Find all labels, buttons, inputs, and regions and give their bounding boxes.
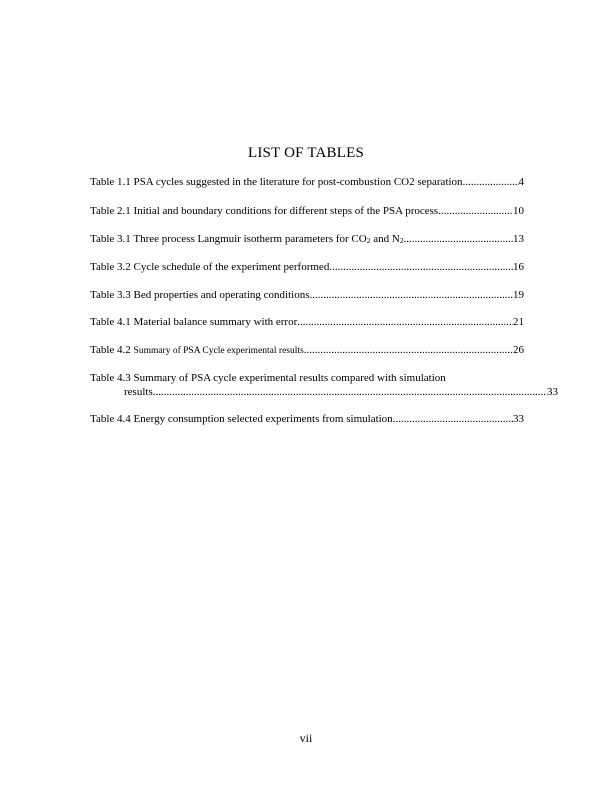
entry-label: Table 3.2: [90, 261, 131, 273]
dot-leader: [329, 261, 513, 274]
entry-label: Table 3.3: [90, 289, 131, 301]
entry-title: Energy consumption selected experiments from simulation: [133, 413, 393, 425]
entry-title-part-a: Three process Langmuir isotherm parameters for CO: [133, 233, 367, 245]
entry-page-number: 19: [513, 289, 524, 301]
entry-page-number: 21: [513, 316, 524, 328]
dot-leader: [393, 413, 513, 426]
subscript: 2: [366, 236, 371, 245]
subscript: 2: [399, 236, 404, 245]
entry-label: Table 4.4: [90, 413, 131, 425]
dot-leader: [310, 289, 514, 302]
page-number-footer: vii: [299, 731, 313, 745]
toc-entry-table-3-1[interactable]: [90, 233, 524, 247]
page-title: LIST OF TABLES: [247, 145, 365, 161]
toc-entry-table-2-1[interactable]: [90, 205, 524, 218]
entry-page-number: 33: [513, 413, 524, 425]
entry-label: Table 3.1: [90, 233, 131, 245]
entry-title: Initial and boundary conditions for different steps of the PSA process: [133, 205, 439, 217]
toc-entry-table-1-1[interactable]: [90, 176, 524, 189]
toc-entry-table-3-2[interactable]: [90, 261, 524, 274]
entry-label: Table 2.1: [90, 205, 131, 217]
entry-page-number: 16: [513, 261, 524, 273]
entry-label: Table 4.2: [90, 344, 131, 356]
entry-title: PSA cycles suggested in the literature for post-combustion CO2 separation: [133, 176, 463, 188]
entry-page-number: 4: [518, 176, 524, 188]
entry-title: Summary of PSA cycle experimental results compared with simulation: [133, 372, 446, 384]
dot-leader: [404, 233, 513, 246]
entry-title: Summary of PSA Cycle experimental results: [133, 346, 304, 356]
entry-page-number: 10: [513, 205, 524, 217]
entry-label: Table 4.3: [90, 372, 131, 384]
entry-page-number: 26: [513, 344, 524, 356]
entry-title-part-b: and N: [370, 233, 400, 245]
toc-entry-table-4-2[interactable]: [90, 344, 524, 358]
dot-leader: [153, 386, 547, 399]
entry-title: Bed properties and operating conditions: [133, 289, 310, 301]
dot-leader: [438, 205, 513, 218]
dot-leader: [304, 344, 513, 357]
toc-entry-table-4-3[interactable]: [90, 372, 558, 399]
entry-page-number: 33: [547, 386, 558, 398]
entry-page-number: 13: [513, 233, 524, 245]
entry-label: Table 4.1: [90, 316, 131, 328]
toc-entry-table-4-4[interactable]: [90, 413, 524, 426]
entry-title-continuation: results: [124, 386, 153, 398]
entry-label: Table 1.1: [90, 176, 131, 188]
toc-entry-table-3-3[interactable]: [90, 289, 524, 302]
entry-title: Material balance summary with error: [133, 316, 298, 328]
toc-entry-table-4-1[interactable]: [90, 316, 524, 329]
dot-leader: [463, 176, 519, 189]
entry-title: Cycle schedule of the experiment performed: [133, 261, 330, 273]
dot-leader: [297, 316, 513, 329]
